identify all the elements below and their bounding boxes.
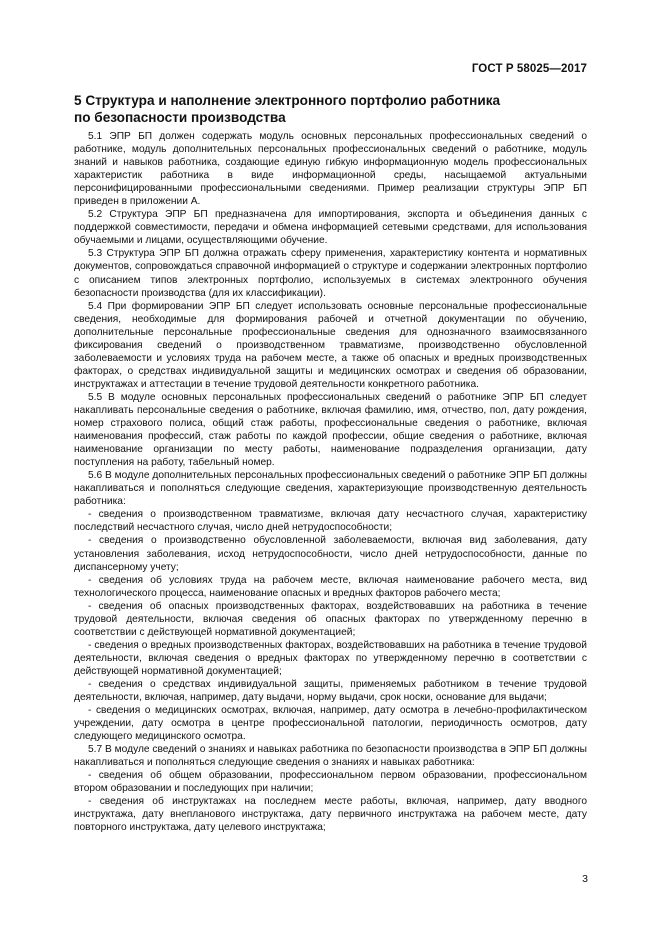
section-title-line-1: 5 Структура и наполнение электронного портфолио работника bbox=[74, 93, 501, 108]
list-item-working-conditions: - сведения об условиях труда на рабочем месте, включая наименование рабочего места, вид технологического процесса, наименование опасных и вредных факторов рабочего места; bbox=[74, 574, 587, 599]
paragraph-5-2: 5.2 Структура ЭПР БП предназначена для импортирования, экспорта и объединения данных с поддержкой совместимости, передачи и обмена информацией сетевыми средствами, для использования обучаемыми и лицами, осуществляющими обучение. bbox=[74, 209, 587, 247]
section-body bbox=[74, 130, 587, 835]
list-item-education: - сведения об общем образовании, профессиональном первом образовании, профессиональном втором образовании и последующих при наличии; bbox=[74, 770, 587, 795]
paragraph-5-7: 5.7 В модуле сведений о знаниях и навыках работника по безопасности производства в ЭПР БП должны накапливаться и пополняться следующие сведения о знаниях и навыках работника: bbox=[74, 744, 587, 769]
document-code: ГОСТ Р 58025—2017 bbox=[471, 63, 587, 75]
section-title bbox=[74, 92, 594, 126]
section-title-line-2: по безопасности производства bbox=[74, 110, 286, 125]
list-item-injuries: - сведения о производственном травматизме, включая дату несчастного случая, характеристику последствий несчастного случая, число дней нетрудоспособности; bbox=[74, 509, 587, 534]
list-item-briefings: - сведения об инструктажах на последнем месте работы, включая, например, дату вводного инструктажа, дату внепланового инструктажа, дату первичного инструктажа на рабочем месте, дату повторного инструктажа, дату целевого инструктажа; bbox=[74, 796, 587, 834]
list-item-diseases: - сведения о производственно обусловленной заболеваемости, включая вид заболевания, дату установления заболевания, исход нетрудоспособности, число дней нетрудоспособности, данные по диспансерному учету; bbox=[74, 535, 587, 573]
page-number: 3 bbox=[582, 873, 588, 885]
paragraph-5-1: 5.1 ЭПР БП должен содержать модуль основных персональных профессиональных сведений о работнике, модуль дополнительных персональных профессиональных сведений о работнике, модуль знаний и навыков работника, создающие единую гибкую информационную модель профессиональных характеристик работника в виде информационной среды, насыщаемой актуальными персонифицированными профессиональными сведениями. Пример реализации структуры ЭПР БП приведен в приложении А. bbox=[74, 131, 587, 208]
list-item-hazardous-factors: - сведения об опасных производственных факторах, воздействовавших на работника в течение трудовой деятельности, включая сведения об опасных факторах по утвержденному перечню в соответствии с действующей нормативной документацией; bbox=[74, 600, 587, 638]
list-item-harmful-factors: - сведения о вредных производственных факторах, воздействовавших на работника в течение трудовой деятельности, включая сведения о вредных факторах по утвержденному перечню в соответствии с действующей нормативной документацией; bbox=[74, 639, 587, 677]
list-item-medical-exams: - сведения о медицинских осмотрах, включая, например, дату осмотра в лечебно-профилактическом учреждении, дату осмотра в центре профессиональной патологии, периодичность осмотров, дату следующего медицинского осмотра. bbox=[74, 705, 587, 743]
paragraph-5-5: 5.5 В модуле основных персональных профессиональных сведений о работнике ЭПР БП следует накапливать персональные сведения о работнике, включая фамилию, имя, отчество, пол, дату рождения, номер страхового полиса, общий стаж работы, профессиональные сведения о работнике, включая наименования профессий, стаж работы по каждой профессии, общие сведения о работнике, включая наименование организации по месту работы, наименование подразделения организации, дату поступления на работу, табельный номер. bbox=[74, 391, 587, 469]
list-item-protective-equipment: - сведения о средствах индивидуальной защиты, применяемых работником в течение трудовой деятельности, включая, например, дату выдачи, норму выдачи, срок носки, основание для выдачи; bbox=[74, 678, 587, 704]
paragraph-5-3: 5.3 Структура ЭПР БП должна отражать сферу применения, характеристику контента и нормативных документов, сопровождаться справочной информацией о структуре и содержании электронных портфолио с описанием типов электронных портфолио, используемых в системах электронного обучения безопасности производства (для их классификации). bbox=[74, 248, 587, 299]
paragraph-5-4: 5.4 При формировании ЭПР БП следует использовать основные персональные профессиональные сведения, необходимые для формирования рабочей и отчетной документации по обучению, дополнительные персональные профессиональные сведения для однозначного взаимосвязанного фиксирования сведений о производственном травматизме, производственно обусловленной заболеваемости и условиях труда на рабочем месте, а также об опасных и вредных производственных факторах, о средствах индивидуальной защиты и медицинских осмотрах и сведения об образовании, инструктажах и аттестации в течение трудовой деятельности конкретного работника. bbox=[74, 300, 587, 390]
paragraph-5-6: 5.6 В модуле дополнительных персональных профессиональных сведений о работнике ЭПР БП должны накапливаться и пополняться следующие сведения, характеризующие производственную деятельность работника: bbox=[74, 470, 587, 508]
